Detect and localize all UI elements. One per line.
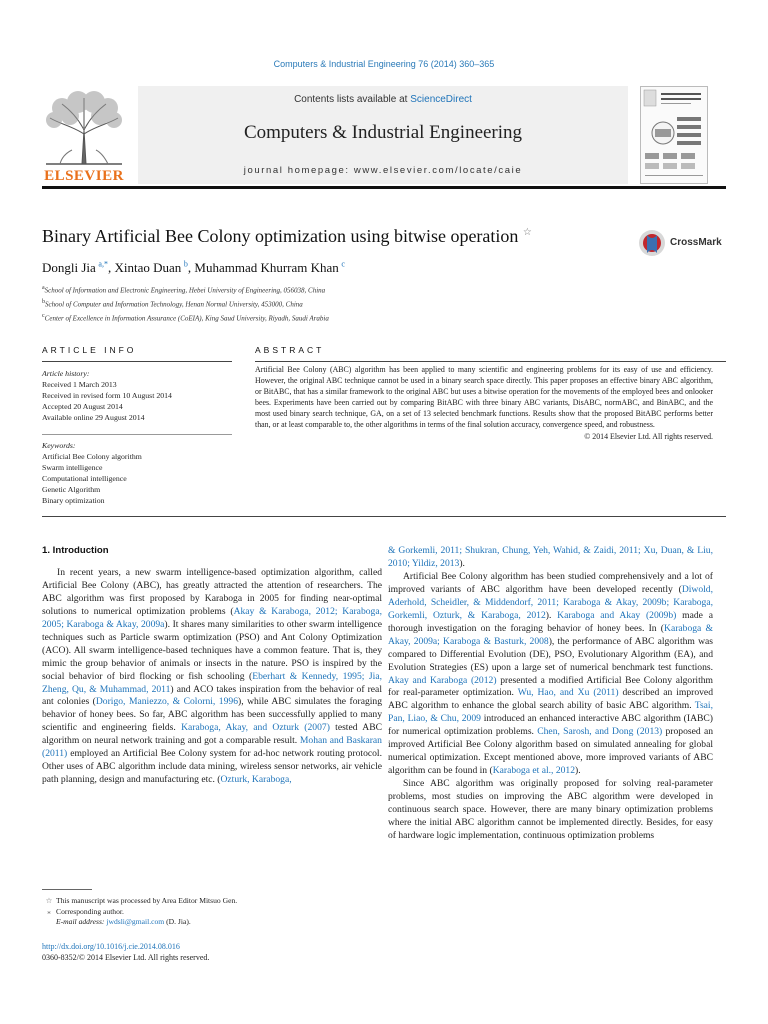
affiliation-item bbox=[42, 283, 329, 297]
citation-link[interactable]: Dorigo, Maniezzo, & Colorni, 1996 bbox=[95, 696, 238, 708]
footnote-text: This manuscript was processed by Area Editor Mitsuo Gen. bbox=[56, 896, 238, 905]
citation-link[interactable]: Wu, Hao, and Xu (2011) bbox=[517, 687, 619, 699]
body-text: ). bbox=[459, 557, 465, 569]
crossmark-icon bbox=[638, 229, 668, 259]
citation-link[interactable]: Akay and Karaboga (2012) bbox=[388, 674, 497, 686]
elsevier-wordmark: ELSEVIER bbox=[44, 168, 124, 184]
issn-line: 0360-8352/© 2014 Elsevier Ltd. All rights reserved. bbox=[42, 953, 210, 962]
footnote-text: Corresponding author. bbox=[56, 906, 124, 916]
body-text: presented a modified Artificial Bee Colony algorithm for real-parameter optimization. bbox=[388, 674, 714, 699]
citation-link[interactable]: Karaboga and Akay (2009b) bbox=[557, 609, 677, 621]
email-line bbox=[42, 917, 382, 928]
citation-link[interactable]: Akay & Karaboga, 2012; Karaboga, 2005; Karaboga & Akay, 2009a bbox=[42, 605, 382, 630]
intro-paragraph-1-cont bbox=[388, 545, 713, 571]
history-item: Received 1 March 2013 bbox=[42, 380, 117, 389]
body-text: proposed an improved Artificial Bee Colony algorithm based on simulated annealing for global numerical optimization. Except mentioned above, more improved variants of ABC algorithm can be found in ( bbox=[388, 726, 714, 777]
author-2[interactable] bbox=[114, 260, 194, 275]
footnote-item bbox=[42, 896, 382, 907]
info-rule bbox=[42, 361, 232, 362]
author-3[interactable] bbox=[194, 260, 345, 275]
body-text: employed an Artificial Bee Colony system for ad-hoc network routing protocol. Other uses of ABC algorithm include data mining, wireless sensor networks, air vehicle path planning, design and manufacturing etc. ( bbox=[42, 748, 382, 786]
body-text: ), the performance of ABC algorithm was compared to Differential Evolution (DE), PSO, Evolutionary Algorithm (EA), and Evolution Strategies (ES) upon a large set of numerical benchmark test functions. bbox=[388, 635, 713, 673]
journal-citation[interactable]: Computers & Industrial Engineering 76 (2014) 360–365 bbox=[273, 59, 495, 69]
journal-name: Computers & Industrial Engineering bbox=[243, 122, 523, 143]
journal-banner bbox=[138, 86, 628, 184]
keyword-item: Binary optimization bbox=[42, 496, 105, 505]
intro-paragraph-3 bbox=[388, 778, 713, 843]
journal-homepage bbox=[138, 165, 628, 176]
body-text: ). bbox=[575, 765, 581, 777]
footnote-mark: ⁎ bbox=[47, 906, 51, 916]
citation-link[interactable]: Diwold, Aderhold, Scheidler, & Middendorf, 2011; Karaboga & Akay, 2009b; Karaboga, Gorkemli, Ozturk, & Karaboga, 2012 bbox=[388, 583, 713, 621]
contents-prefix: Contents lists available at bbox=[294, 94, 411, 105]
affiliations bbox=[42, 283, 329, 324]
author-affil-mark[interactable]: c bbox=[341, 260, 345, 269]
affiliation-mark: b bbox=[42, 298, 45, 305]
homepage-link[interactable]: www.elsevier.com/locate/caie bbox=[353, 165, 523, 176]
author-separator: , bbox=[107, 260, 115, 276]
author-name: Xintao Duan bbox=[114, 260, 182, 276]
affiliation-item bbox=[42, 311, 329, 325]
body-text: Since ABC algorithm was originally proposed for solving real-parameter problems, most studies on improving the ABC algorithm were developed in continuous search space. However, there are many binary optimization problems where the initial ABC algorithm cannot be implemented directly. Besides, for easy of hardware logic implementation, continuous optimization problems bbox=[388, 778, 713, 841]
citation-link[interactable]: Karaboga & Akay, 2009a; Karaboga & Basturk, 2008 bbox=[388, 622, 714, 647]
elsevier-logo[interactable] bbox=[42, 90, 126, 182]
crossmark-label: CrossMark bbox=[670, 237, 722, 248]
abstract-copyright: © 2014 Elsevier Ltd. All rights reserved. bbox=[584, 431, 713, 441]
body-text: made a thorough investigation on the foraging behavior of honey bees. In ( bbox=[388, 609, 713, 634]
citation-link[interactable]: Ozturk, Karaboga, bbox=[220, 774, 292, 786]
doi-block bbox=[42, 941, 209, 963]
affiliation-mark: c bbox=[42, 312, 45, 319]
affiliation-text: School of Computer and Information Technology, Henan Normal University, 453000, China bbox=[45, 300, 303, 309]
email-suffix: (D. Jia). bbox=[164, 917, 191, 926]
email-link[interactable]: jwdsli@gmail.com bbox=[106, 917, 165, 926]
title-footnote-mark[interactable]: ☆ bbox=[522, 227, 532, 238]
doi-link[interactable]: http://dx.doi.org/10.1016/j.cie.2014.08.016 bbox=[42, 942, 180, 951]
footnote-mark: ☆ bbox=[45, 896, 53, 905]
body-text: Artificial Bee Colony algorithm has been studied comprehensively and a lot of improved variants of ABC algorithm have been developed recently ( bbox=[388, 570, 713, 595]
affiliation-item bbox=[42, 297, 329, 311]
history-item: Received in revised form 10 August 2014 bbox=[42, 391, 172, 400]
journal-cover-thumbnail[interactable] bbox=[640, 86, 708, 184]
affiliation-text: School of Information and Electronic Engineering, Hebei University of Engineering, 056038, China bbox=[44, 286, 326, 295]
citation-link[interactable]: Mohan and Baskaran (2011) bbox=[42, 735, 382, 760]
citation-link[interactable]: Chen, Sarosh, and Dong (2013) bbox=[537, 726, 663, 738]
article-history bbox=[42, 368, 232, 423]
author-list bbox=[42, 260, 345, 276]
email-label: E-mail address: bbox=[56, 917, 107, 926]
affiliation-mark: a bbox=[42, 285, 45, 291]
intro-paragraph-2 bbox=[388, 571, 713, 778]
homepage-prefix: journal homepage: bbox=[243, 165, 354, 176]
journal-header bbox=[42, 86, 726, 188]
keyword-item: Swarm intelligence bbox=[42, 463, 103, 472]
body-text: ) and ACO takes inspiration from the behavior of real ant colonies ( bbox=[42, 683, 382, 708]
body-text: ). bbox=[545, 609, 558, 621]
article-title-text: Binary Artificial Bee Colony optimization using bitwise operation bbox=[42, 226, 519, 246]
abstract-rule bbox=[255, 361, 726, 362]
abstract-heading: ABSTRACT bbox=[255, 345, 325, 355]
body-text: ), while ABC simulates the foraging behavior of honey bees. So far, ABC algorithm has been successfully applied to many scientific and engineering fields. bbox=[42, 696, 383, 734]
article-info-heading: ARTICLE INFO bbox=[42, 345, 137, 355]
body-text: tested ABC algorithm on neural network training and got a comparable result. bbox=[42, 722, 382, 747]
history-item: Available online 29 August 2014 bbox=[42, 413, 145, 422]
section-title: 1. Introduction bbox=[42, 545, 109, 556]
author-affil-mark[interactable]: a,* bbox=[98, 260, 108, 269]
keyword-item: Genetic Algorithm bbox=[42, 485, 101, 494]
keywords bbox=[42, 440, 232, 506]
journal-cover-image bbox=[641, 87, 707, 183]
body-right-column bbox=[388, 545, 713, 843]
header-rule bbox=[42, 186, 726, 189]
sciencedirect-link[interactable]: ScienceDirect bbox=[410, 94, 472, 105]
contents-line bbox=[138, 94, 628, 105]
keyword-item: Artificial Bee Colony algorithm bbox=[42, 452, 142, 461]
citation-link[interactable]: Karaboga et al., 2012 bbox=[492, 765, 576, 777]
body-left-column bbox=[42, 545, 382, 787]
abstract-text: Artificial Bee Colony (ABC) algorithm has been applied to many scientific and engineering problems for its easy of use and efficiency. However, the original ABC technique cannot be used in a binary search space directly. This paper proposes an effective binary ABC algorithm, or BitABC, that has a similar framework to the original ABC but uses a bitwise operation for the movements of the employed bees and onlooker bees. Experiments have been carried out by comparing BitABC with three binary ABC variants, DisABC, normABC, and BinABC, and the most used binary search technique, GA, on a set of 13 selected benchmark functions. Results show that the proposed BitABC performs better than, or at least comparable to, the other algorithms in terms of the final solution accuracy, convergence speed, and robustness. bbox=[255, 365, 713, 430]
front-matter-rule bbox=[42, 516, 726, 517]
author-separator: , bbox=[187, 260, 195, 276]
footnote-rule bbox=[42, 889, 92, 890]
body-text: In recent years, a new swarm intelligence-based optimization algorithm, called Artificial Bee Colony (ABC), has greatly attracted the attention of researchers. The ABC algorithm was first proposed by Karaboga in 2005 for finding near-optimal solutions to numerical optimization problems ( bbox=[42, 566, 382, 617]
keywords-label: Keywords: bbox=[42, 441, 76, 450]
history-label: Article history: bbox=[42, 369, 90, 378]
abstract-body bbox=[255, 364, 713, 442]
body-text: described an improved ABC algorithm to enhance the global search ability of basic ABC algorithm. bbox=[388, 687, 713, 712]
author-name: Muhammad Khurram Khan bbox=[194, 260, 339, 276]
citation-link[interactable]: & Gorkemli, 2011; Shukran, Chung, Yeh, Wahid, & Zaidi, 2011; Xu, Duan, & Liu, 2010; Yildiz, 2013 bbox=[388, 545, 713, 569]
history-item: Accepted 20 August 2014 bbox=[42, 402, 123, 411]
author-affil-mark[interactable]: b bbox=[183, 260, 188, 269]
crossmark-badge[interactable] bbox=[638, 229, 748, 259]
footnote-item bbox=[42, 907, 382, 918]
article-title bbox=[42, 226, 532, 247]
footnotes bbox=[42, 896, 382, 928]
intro-paragraph-1 bbox=[42, 567, 382, 787]
body-text: ). It shares many similarities to other swarm intelligence techniques such as Particle swarm optimization (PSO) and Ant Colony Optimization (ACO). All swarm intelligence-based techniques have a common feature. That is, they mimic the group behavior of animals or insects in the nature. PSO is inspired by the social behavior of bird flocking or fish schooling ( bbox=[42, 618, 382, 682]
author-1[interactable] bbox=[42, 260, 114, 275]
keyword-item: Computational intelligence bbox=[42, 474, 127, 483]
body-text: introduced an enhanced interactive ABC algorithm (IABC) for numerical optimization problems. bbox=[388, 713, 713, 738]
citation-link[interactable]: Karaboga, Akay, and Ozturk (2007) bbox=[181, 722, 330, 734]
author-name: Dongli Jia bbox=[42, 260, 96, 276]
citation-link[interactable]: Eberhart & Kennedy, 1995; Jia, Zheng, Qu, & Muhammad, 2011 bbox=[42, 670, 382, 695]
keywords-rule bbox=[42, 434, 232, 435]
citation-link[interactable]: Tsai, Pan, Liao, & Chu, 2009 bbox=[388, 700, 713, 725]
elsevier-tree-icon bbox=[42, 90, 126, 166]
affiliation-text: Center of Excellence in Information Assurance (CoEIA), King Saud University, Riyadh, Saudi Arabia bbox=[44, 313, 329, 322]
